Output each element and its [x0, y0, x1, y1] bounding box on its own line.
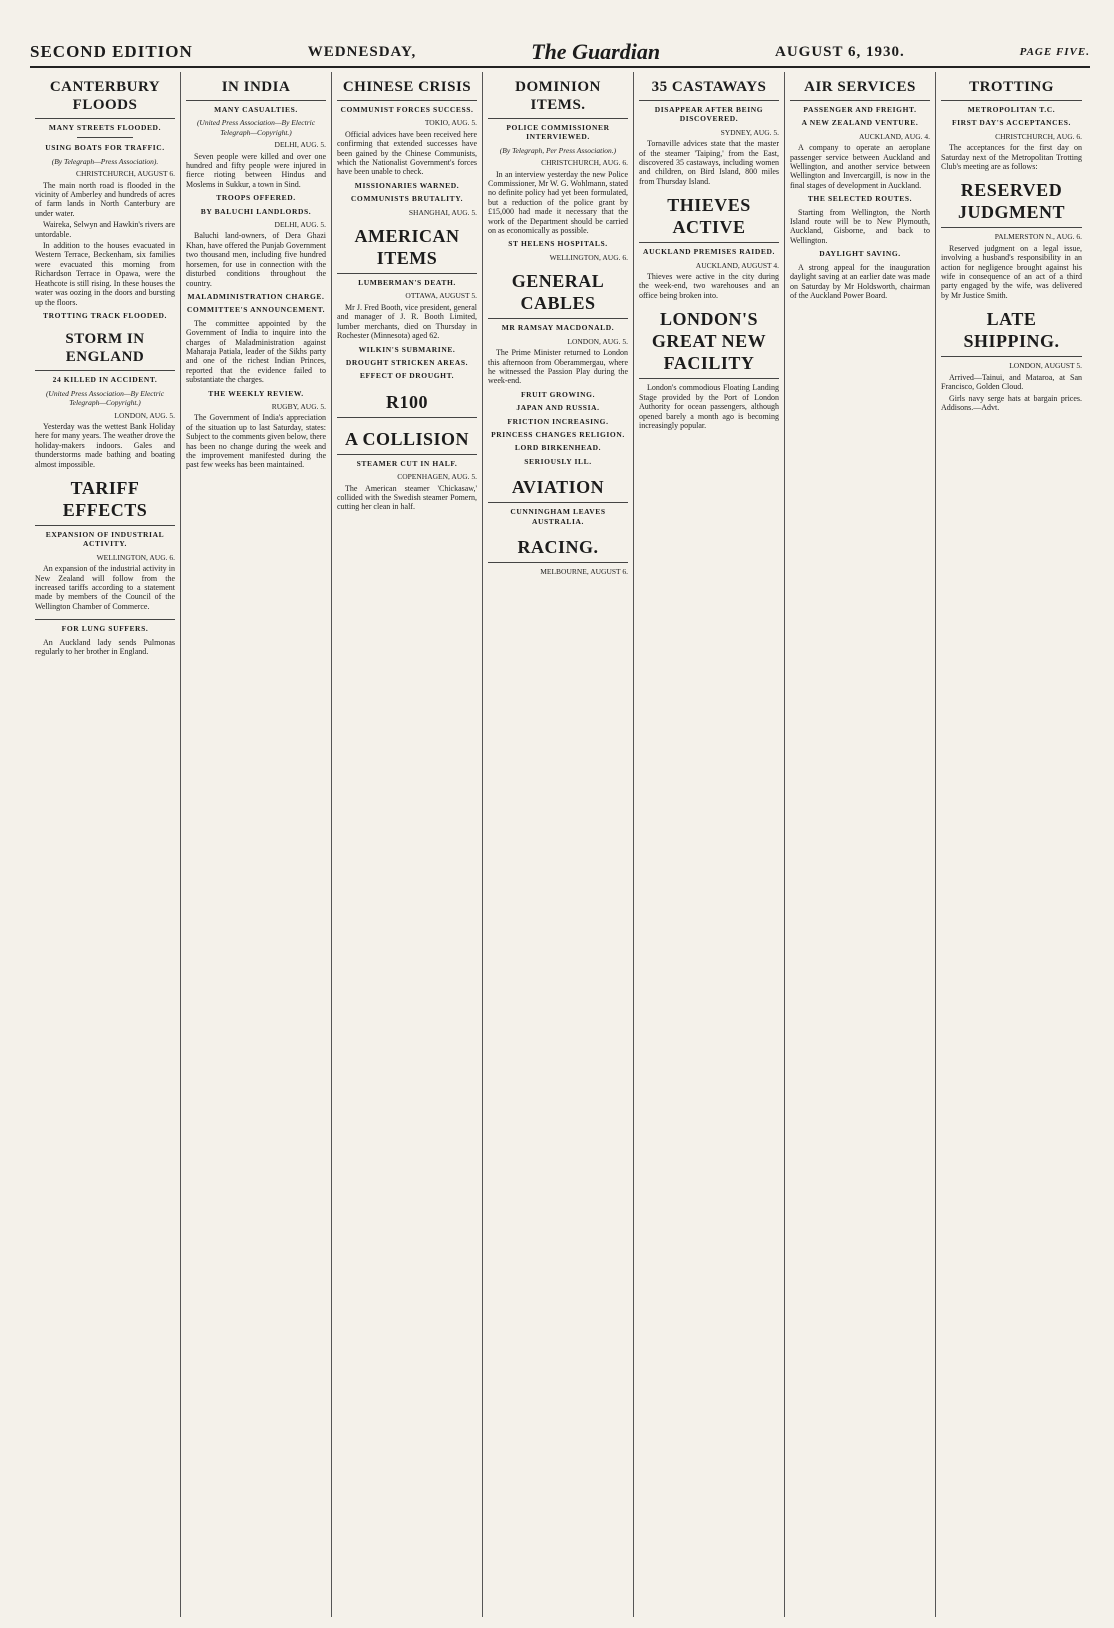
subhead: JAPAN AND RUSSIA. — [516, 403, 600, 413]
subhead: FRUIT GROWING. — [520, 389, 596, 399]
dateline: WELLINGTON, AUG. 6. — [549, 252, 628, 262]
headline-air-services: AIR SERVICES — [790, 72, 930, 101]
dateline: LONDON, AUG. 5. — [114, 410, 175, 420]
subhead: METROPOLITAN T.C. — [967, 105, 1056, 114]
subhead: EFFECT OF DROUGHT. — [359, 371, 455, 381]
newspaper-columns — [30, 72, 1090, 1617]
subhead: MALADMINISTRATION CHARGE. — [187, 291, 325, 301]
article-paragraph: Yesterday was the wettest Bank Holiday here for many years. The weather drove the holiday-makers indoors. Gales and thunderstorms made bathing and boating almost impossible. — [35, 421, 175, 469]
article-paragraph: Mr J. Fred Booth, vice president, general and manager of J. R. Booth Limited, lumber merchants, died on Thursday in Rochester (Minnesota) aged 62. — [337, 302, 477, 341]
column-3 — [332, 72, 483, 1617]
subhead: SERIOUSLY ILL. — [524, 456, 592, 466]
article-paragraph: Starting from Wellington, the North Island route will be to New Plymouth, Auckland, Gisborne, and back to Wellington. — [790, 207, 930, 245]
headline-trotting: TROTTING — [941, 72, 1082, 101]
column-5 — [634, 72, 785, 1617]
article-paragraph: In addition to the houses evacuated in Western Terrace, Beckenham, six families were evacuated this morning from Richardson Terrace in Opawa, were the Heathcote is still rising. In these houses the water was oozing in the doors and bursting up the floors. — [35, 241, 175, 307]
article-paragraph: Baluchi land-owners, of Dera Ghazi Khan, have offered the Punjab Government two thousand men, including five hundred horsemen, for use in connection with the disturbed conditions throughout the country. — [186, 231, 326, 288]
headline-r100: R100 — [337, 385, 477, 418]
dateline: RUGBY, AUG. 5. — [271, 401, 326, 411]
wire-credit: (By Telegraph—Press Association). — [51, 156, 159, 166]
subhead: LORD BIRKENHEAD. — [514, 443, 602, 453]
advertisement-paragraph: An Auckland lady sends Pulmonas regularly to her brother in England. — [35, 637, 175, 657]
page-number: PAGE FIVE. — [1019, 46, 1090, 58]
subhead: WILKIN'S SUBMARINE. — [358, 344, 456, 354]
headline-dominion-items: DOMINION ITEMS. — [488, 72, 628, 119]
article-paragraph: London's commodious Floating Landing Stage provided by the Port of London Authority for ocean passengers, although opened barely a month ago is becoming increasingly popular. — [639, 383, 779, 430]
headline-reserved-judgment: RESERVED JUDGMENT — [941, 173, 1082, 228]
article-paragraph: Thieves were active in the city during the week-end, two warehouses and an office being broken into. — [639, 272, 779, 300]
column-1 — [30, 72, 181, 1617]
headline-londons-great-new-facility: LONDON'S GREAT NEW FACILITY — [639, 302, 779, 379]
issue-date: AUGUST 6, 1930. — [775, 43, 905, 60]
subhead: MR RAMSAY MACDONALD. — [501, 323, 615, 333]
subhead: MANY STREETS FLOODED. — [48, 123, 162, 132]
masthead — [30, 38, 1090, 68]
article-paragraph: The American steamer 'Chickasaw,' collided with the Swedish steamer Pomern, cutting her clean in half. — [337, 483, 477, 512]
dateline: MELBOURNE, AUGUST 6. — [540, 566, 628, 576]
subhead: STEAMER CUT IN HALF. — [356, 458, 458, 468]
subhead: DISAPPEAR AFTER BEING DISCOVERED. — [654, 105, 764, 124]
subhead: AUCKLAND PREMISES RAIDED. — [643, 247, 775, 257]
headline-racing: RACING. — [488, 530, 628, 563]
subhead: COMMUNIST FORCES SUCCESS. — [340, 105, 474, 114]
headline-storm-in-england: STORM IN ENGLAND — [35, 324, 175, 371]
column-4 — [483, 72, 634, 1617]
subhead: COMMITTEE'S ANNOUNCEMENT. — [186, 305, 326, 315]
dateline: CHRISTCHURCH, AUG. 6. — [995, 131, 1082, 141]
article-paragraph: A company to operate an aeroplane passenger service between Auckland and Wellington, and another service between Wellington and Invercargill, is now in the final stages of development in Auckland. — [790, 143, 930, 190]
article-paragraph: Official advices have been received here confirming that extended successes have been gained by the Chinese Communists, which the Nationalist Government's forces have been unable to check. — [337, 129, 477, 177]
article-paragraph: The Prime Minister returned to London this afternoon from Oberammergau, where he witnessed the Passion Play during the week-end. — [488, 348, 628, 386]
weekday-label: WEDNESDAY, — [307, 43, 417, 60]
advertisement-paragraph: Girls navy serge hats at bargain prices. Addisons.—Advt. — [941, 393, 1082, 412]
subhead: ST HELENS HOSPITALS. — [508, 239, 608, 249]
column-2 — [181, 72, 332, 1617]
headline-35-castaways: 35 CASTAWAYS — [639, 72, 779, 101]
edition-label: SECOND EDITION — [30, 42, 193, 61]
divider — [77, 137, 133, 138]
newspaper-title: The Guardian — [531, 39, 661, 64]
dateline: SHANGHAI, AUG. 5. — [408, 207, 477, 217]
headline-general-cables: GENERAL CABLES — [488, 264, 628, 319]
dateline: OTTAWA, AUGUST 5. — [405, 291, 477, 301]
article-paragraph: Reserved judgment on a legal issue, involving a husband's responsibility in an action for negligence brought against his wife in consequence of an act of a third party engaged by the wife, was delivered by Mr Justice Smith. — [941, 243, 1082, 300]
subhead: BY BALUCHI LANDLORDS. — [200, 206, 312, 216]
subhead: MISSIONARIES WARNED. — [354, 180, 460, 190]
dateline: AUCKLAND, AUGUST 4. — [695, 260, 779, 270]
headline-canterbury-floods: CANTERBURY FLOODS — [35, 72, 175, 119]
article-paragraph: The main north road is flooded in the vicinity of Amberley and hundreds of acres of farm lands in North Canterbury are under water. — [35, 180, 175, 218]
subhead: USING BOATS FOR TRAFFIC. — [45, 143, 165, 153]
headline-chinese-crisis: CHINESE CRISIS — [337, 72, 477, 101]
article-paragraph: Tornaville advices state that the master of the steamer 'Taiping,' from the East, discovered 35 castaways, including women and children, on Bird Island, 800 miles from Thursday Island. — [639, 139, 779, 186]
subhead: FOR LUNG SUFFERS. — [35, 619, 175, 633]
subhead: COMMUNISTS BRUTALITY. — [350, 194, 464, 204]
subhead: DAYLIGHT SAVING. — [819, 249, 901, 259]
headline-in-india: IN INDIA — [186, 72, 326, 101]
dateline: PALMERSTON N., AUG. 6. — [994, 232, 1082, 242]
wire-credit: (By Telegraph, Per Press Association.) — [499, 145, 617, 155]
dateline: DELHI, AUG. 5. — [274, 220, 326, 230]
dateline: WELLINGTON, AUG. 6. — [96, 552, 175, 562]
headline-american-items: AMERICAN ITEMS — [337, 219, 477, 274]
subhead: PRINCESS CHANGES RELIGION. — [491, 429, 625, 439]
article-paragraph: Arrived—Tainui, and Mataroa, at San Francisco, Golden Cloud. — [941, 372, 1082, 392]
subhead: POLICE COMMISSIONER INTERVIEWED. — [506, 123, 610, 142]
subhead: LUMBERMAN'S DEATH. — [358, 278, 456, 288]
headline-tariff-effects: TARIFF EFFECTS — [35, 471, 175, 526]
subhead: FIRST DAY'S ACCEPTANCES. — [951, 118, 1072, 128]
article-paragraph: In an interview yesterday the new Police Commissioner, Mr W. G. Wohlmann, stated no definite policy had yet been formulated, but a reduction of the police grant by £15,000 had made it necessary that the work of the Department should be carried on as economically as possible. — [488, 169, 628, 236]
article-paragraph: Seven people were killed and over one hundred and fifty people were injured in fierce rioting between Hindus and Moslems in Sukkur, a town in Sind. — [186, 151, 326, 189]
subhead: A NEW ZEALAND VENTURE. — [801, 118, 919, 128]
article-paragraph: Waireka, Selwyn and Hawkin's rivers are untordable. — [35, 220, 175, 239]
article-paragraph: An expansion of the industrial activity in New Zealand will follow from the increased tariffs according to a statement made by members of the Council of the Wellington Chamber of Commerce. — [35, 564, 175, 611]
subhead: TROOPS OFFERED. — [216, 193, 296, 203]
subhead: EXPANSION OF INDUSTRIAL ACTIVITY. — [45, 529, 165, 549]
dateline: DELHI, AUG. 5. — [274, 140, 326, 150]
subhead: PASSENGER AND FREIGHT. — [803, 105, 917, 114]
subhead: CUNNINGHAM LEAVES AUSTRALIA. — [510, 507, 606, 526]
subhead: FRICTION INCREASING. — [507, 416, 609, 426]
dateline: TOKIO, AUG. 5. — [424, 118, 477, 128]
headline-thieves-active: THIEVES ACTIVE — [639, 188, 779, 243]
column-7 — [936, 72, 1087, 1617]
article-paragraph: The Government of India's appreciation of the situation up to last Saturday, states: Subject to the comments given below, there has been no change during the week and the improvement manifested during the past few weeks has been maintained. — [186, 413, 326, 470]
column-6 — [785, 72, 936, 1617]
subhead: THE WEEKLY REVIEW. — [208, 388, 304, 398]
headline-late-shipping: LATE SHIPPING. — [941, 302, 1082, 357]
headline-aviation: AVIATION — [488, 470, 628, 503]
article-paragraph: A strong appeal for the inauguration daylight saving at an earlier date was made on Saturday by Mr Holdsworth, chairman of the Auckland Power Board. — [790, 262, 930, 300]
subhead: MANY CASUALTIES. — [214, 105, 298, 114]
dateline: CHRISTCHURCH, AUG. 6. — [541, 158, 628, 168]
wire-credit: (United Press Association—By Electric Telegraph—Copyright.) — [196, 118, 316, 137]
dateline: COPENHAGEN, AUG. 5. — [397, 472, 477, 482]
dateline: AUCKLAND, AUG. 4. — [858, 131, 930, 141]
subhead: THE SELECTED ROUTES. — [807, 194, 913, 204]
subhead: TROTTING TRACK FLOODED. — [43, 310, 167, 320]
article-paragraph: The committee appointed by the Government of India to inquire into the charges of Maladministration against Maharaja Patiala, leader of the Sikhs party and one of the richest Indian Princes, reported that the evidence failed to substantiate the charges. — [186, 318, 326, 385]
headline-a-collision: A COLLISION — [337, 422, 477, 455]
dateline: LONDON, AUG. 5. — [567, 336, 628, 346]
subhead: DROUGHT STRICKEN AREAS. — [345, 357, 469, 367]
article-paragraph: The acceptances for the first day on Saturday next of the Metropolitan Trotting Club's meeting are as follows: — [941, 143, 1082, 172]
dateline: SYDNEY, AUG. 5. — [720, 127, 779, 137]
subhead: 24 KILLED IN ACCIDENT. — [52, 375, 158, 385]
dateline: CHRISTCHURCH, AUGUST 6. — [75, 169, 175, 179]
dateline: LONDON, AUGUST 5. — [1009, 361, 1082, 371]
wire-credit: (United Press Association—By Electric Telegraph—Copyright.) — [45, 388, 165, 408]
